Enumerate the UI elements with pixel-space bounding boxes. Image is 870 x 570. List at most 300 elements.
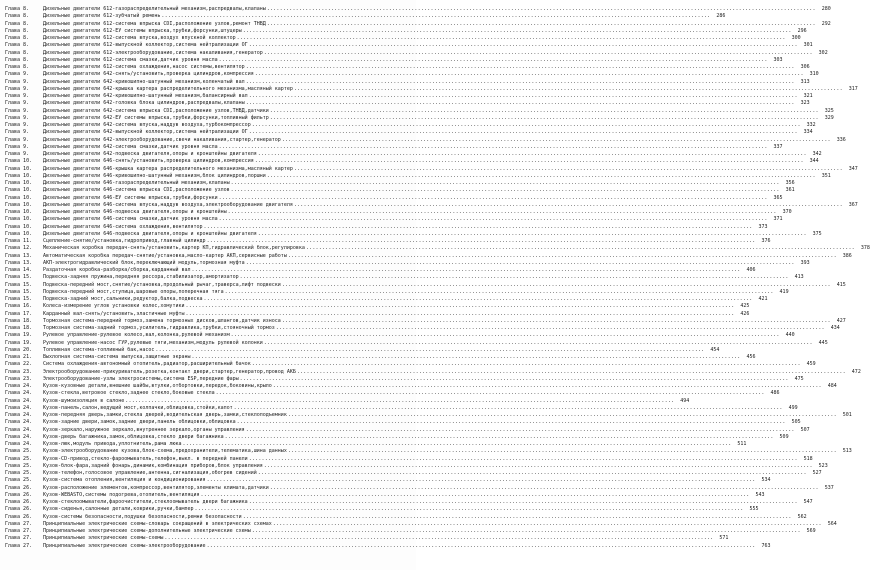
toc-entry bbox=[5, 390, 780, 397]
toc-chapter: Глава 8. bbox=[5, 49, 30, 56]
toc-title: Дизельные двигатели 642-кривошипно-шатунный механизм,коленчатый вал bbox=[43, 78, 245, 85]
toc-page-number: 286 bbox=[716, 13, 726, 20]
toc-page-number: 300 bbox=[791, 35, 801, 41]
toc-entry bbox=[5, 470, 822, 477]
toc-entry bbox=[5, 281, 846, 289]
toc-leader-dots bbox=[204, 296, 753, 303]
toc-page-number: 365 bbox=[773, 194, 783, 201]
toc-leader-dots bbox=[164, 535, 713, 542]
toc-page-number: 509 bbox=[779, 433, 789, 440]
toc-chapter: Глава 9. bbox=[5, 151, 30, 157]
toc-entry bbox=[5, 462, 828, 470]
toc-title: Дизельные двигатели 642-система впуска,наддув воздуха,турбокомпрессор bbox=[43, 122, 251, 128]
toc-page-number: 313 bbox=[800, 78, 810, 85]
toc-chapter: Глава 12. bbox=[5, 245, 33, 252]
toc-chapter: Глава 10. bbox=[5, 201, 33, 208]
toc-page-number: 329 bbox=[824, 114, 834, 121]
toc-title: Дизельные двигатели 646-подвеска двигателя,опоры и кронштейны bbox=[43, 209, 227, 215]
toc-entry bbox=[5, 13, 726, 20]
toc-entry bbox=[5, 332, 795, 339]
toc-leader-dots bbox=[288, 448, 837, 455]
toc-page-number: 425 bbox=[740, 303, 750, 310]
toc-chapter: Глава 23. bbox=[5, 368, 33, 375]
toc-leader-dots bbox=[207, 543, 756, 550]
toc-leader-dots bbox=[273, 383, 822, 390]
toc-chapter: Глава 13. bbox=[5, 252, 33, 259]
toc-chapter: Глава 18. bbox=[5, 317, 33, 324]
toc-chapter: Глава 9. bbox=[5, 107, 30, 114]
toc-chapter: Глава 13. bbox=[5, 259, 33, 266]
toc-entry bbox=[5, 27, 807, 35]
toc-leader-dots bbox=[125, 398, 674, 405]
toc-leader-dots bbox=[264, 463, 813, 470]
toc-entry bbox=[5, 455, 813, 463]
toc-title: Дизельные двигатели 612-выпускной коллектор,система нейтрализации ОГ bbox=[43, 42, 248, 49]
toc-page-number: 434 bbox=[830, 325, 840, 331]
toc-entry bbox=[5, 404, 798, 412]
toc-chapter: Глава 9. bbox=[5, 136, 30, 143]
toc-title: Дизельные двигатели 642-головка блока цилиндров,распредвалы,клапаны bbox=[43, 100, 245, 107]
toc-leader-dots bbox=[225, 289, 774, 296]
toc-leader-dots bbox=[246, 260, 795, 267]
toc-chapter: Глава 10. bbox=[5, 165, 33, 172]
toc-leader-dots bbox=[192, 267, 741, 274]
toc-entry bbox=[5, 296, 768, 303]
toc-title: АКП-электрогидравлический блок,переключающий модуль,тормозная муфта bbox=[43, 259, 245, 266]
toc-chapter: Глава 10. bbox=[5, 230, 33, 237]
toc-title: Кузов-дверь багажника,замок,облицовка,стекло двери багажника bbox=[43, 433, 224, 440]
toc-entry bbox=[5, 535, 729, 542]
toc-chapter: Глава 24. bbox=[5, 419, 33, 426]
toc-leader-dots bbox=[201, 492, 750, 499]
toc-page-number: 306 bbox=[800, 64, 810, 70]
toc-title: Кузов-шумоизоляция в салоне bbox=[43, 397, 125, 404]
toc-chapter: Глава 25. bbox=[5, 455, 33, 462]
toc-page-number: 386 bbox=[842, 252, 852, 259]
toc-page-number: 763 bbox=[761, 542, 771, 549]
toc-title: Дизельные двигатели 646-подвеска двигателя,опоры и кронштейны двигателя bbox=[43, 230, 257, 237]
toc-page-number: 569 bbox=[806, 528, 816, 534]
toc-page-number: 543 bbox=[755, 491, 765, 498]
toc-entry bbox=[5, 180, 795, 187]
toc-chapter: Глава 9. bbox=[5, 71, 30, 78]
toc-title: Дизельные двигатели 612-система впуска,воздух впускной коллектор bbox=[43, 35, 236, 41]
toc-chapter: Глава 10. bbox=[5, 172, 33, 179]
toc-entry bbox=[5, 491, 765, 499]
toc-chapter: Глава 11. bbox=[5, 238, 33, 244]
toc-chapter: Глава 16. bbox=[5, 303, 33, 310]
toc-title: Карданный вал-снять/установить,эластичные муфты bbox=[43, 310, 185, 317]
toc-entry bbox=[5, 274, 804, 281]
toc-entry bbox=[5, 78, 810, 86]
toc-title: Кузов-передняя дверь,замки,стекла дверей,водительская дверь,замки,стеклоподъемник bbox=[43, 412, 287, 418]
toc-leader-dots bbox=[252, 361, 801, 368]
toc-entry bbox=[5, 107, 834, 115]
toc-entry bbox=[5, 20, 831, 28]
toc-chapter: Глава 27. bbox=[5, 520, 33, 527]
toc-entry bbox=[5, 368, 861, 376]
toc-entry bbox=[5, 419, 801, 426]
toc-page-number: 499 bbox=[788, 404, 798, 411]
toc-entry bbox=[5, 151, 822, 158]
toc-title: Дизельные двигатели 612-система впрыска CDI,расположение узлов,ремонт ТНВД bbox=[43, 20, 266, 27]
toc-leader-dots bbox=[258, 470, 807, 477]
toc-leader-dots bbox=[231, 187, 780, 194]
toc-leader-dots bbox=[252, 528, 801, 535]
toc-page-number: 456 bbox=[746, 354, 756, 360]
toc-leader-dots bbox=[192, 354, 741, 361]
toc-chapter: Глава 8. bbox=[5, 27, 30, 34]
toc-page-number: 426 bbox=[740, 310, 750, 317]
toc-leader-dots bbox=[243, 28, 792, 35]
toc-entry bbox=[5, 325, 840, 332]
toc-page-number: 325 bbox=[824, 107, 834, 114]
toc-entry bbox=[5, 230, 822, 238]
toc-page-number: 371 bbox=[773, 216, 783, 223]
toc-leader-dots bbox=[240, 274, 789, 281]
toc-page-number: 406 bbox=[746, 267, 756, 273]
toc-chapter: Глава 17. bbox=[5, 310, 33, 317]
toc-title: Кузов-CD-привод,стекло-фароомыватель,телефон,выкл. в передней панели bbox=[43, 455, 248, 462]
toc-title: Кузов-телефон,голосовое управление,антенна,сигнализация,обогрев сидений bbox=[43, 470, 257, 476]
toc-title: Топливная система-топливный бак,насос bbox=[43, 346, 155, 353]
toc-leader-dots bbox=[249, 42, 798, 49]
toc-chapter: Глава 9. bbox=[5, 85, 30, 92]
toc-chapter: Глава 21. bbox=[5, 354, 33, 360]
toc-title: Кузов-люк,модуль привода,уплотнитель,рама люка bbox=[43, 441, 182, 447]
toc-chapter: Глава 26. bbox=[5, 506, 33, 513]
toc-title: Рулевое управление-насос ГУР,рулевые тяги,механизм,модуль рулевой колонки bbox=[43, 339, 263, 346]
toc-page-number: 507 bbox=[800, 426, 810, 433]
toc-page-number: 518 bbox=[803, 455, 813, 462]
toc-page-number: 296 bbox=[797, 27, 807, 34]
toc-title: Дизельные двигатели 642-выпускной коллектор,система нейтрализации ОГ bbox=[43, 129, 248, 136]
toc-page-number: 419 bbox=[779, 288, 789, 295]
toc-chapter: Глава 8. bbox=[5, 42, 30, 49]
toc-entry bbox=[5, 64, 810, 71]
toc-entry bbox=[5, 201, 858, 209]
toc-page-number: 547 bbox=[803, 499, 813, 505]
toc-page-number: 356 bbox=[785, 180, 795, 186]
toc-page-number: 347 bbox=[848, 165, 858, 172]
toc-page-number: 321 bbox=[803, 93, 813, 99]
toc-entry bbox=[5, 245, 870, 252]
toc-chapter: Глава 10. bbox=[5, 180, 33, 186]
toc-leader-dots bbox=[264, 340, 813, 347]
toc-chapter: Глава 8. bbox=[5, 13, 30, 20]
toc-chapter: Глава 19. bbox=[5, 339, 33, 346]
toc-title: Дизельные двигатели 646-крышка картера распределительного механизма,масляный картер bbox=[43, 165, 293, 172]
toc-leader-dots bbox=[294, 166, 843, 173]
toc-leader-dots bbox=[219, 57, 768, 64]
toc-chapter: Глава 9. bbox=[5, 122, 30, 128]
toc-title: Рулевое управление-рулевое колесо,вал,колонка,рулевой механизм bbox=[43, 332, 230, 339]
toc-entry bbox=[5, 172, 831, 180]
toc-leader-dots bbox=[288, 253, 837, 260]
toc-page-number: 280 bbox=[821, 6, 831, 12]
toc-title: Дизельные двигатели 646-система впуска,наддув воздуха,электрооборудование двигателя bbox=[43, 201, 293, 208]
toc-chapter: Глава 8. bbox=[5, 56, 30, 63]
toc-entry bbox=[5, 114, 834, 122]
toc-page-number: 302 bbox=[818, 49, 828, 56]
toc-title: Подвеска-передний мост,ступица,шаровые опоры,поперечная тяга bbox=[43, 288, 224, 295]
toc-title: Дизельные двигатели 646-снять/установить,проверка цилиндров,компрессия bbox=[43, 158, 254, 165]
toc-title: Кузов-блок-фара,задний фонарь,динамик,комбинация приборов,блок управления bbox=[43, 462, 263, 469]
toc-chapter: Глава 24. bbox=[5, 426, 33, 433]
toc-entry bbox=[5, 506, 759, 513]
toc-chapter: Глава 9. bbox=[5, 143, 30, 150]
toc-title: Дизельные двигатели 646-система охлаждения,вентилятор bbox=[43, 223, 203, 230]
toc-entry bbox=[5, 317, 846, 325]
toc-chapter: Глава 8. bbox=[5, 35, 30, 41]
toc-entry bbox=[5, 426, 810, 434]
toc-chapter: Глава 24. bbox=[5, 433, 33, 440]
toc-chapter: Глава 10. bbox=[5, 187, 33, 194]
toc-leader-dots bbox=[246, 100, 795, 107]
toc-page-number: 337 bbox=[773, 143, 783, 150]
toc-chapter: Глава 9. bbox=[5, 129, 30, 136]
toc-leader-dots bbox=[231, 180, 780, 187]
toc-chapter: Глава 24. bbox=[5, 404, 33, 411]
toc-chapter: Глава 19. bbox=[5, 332, 33, 339]
toc-title: Принципиальные электрические схемы-электрооборудование bbox=[43, 542, 206, 549]
toc-chapter: Глава 27. bbox=[5, 528, 33, 534]
toc-entry bbox=[5, 49, 828, 57]
toc-entry bbox=[5, 477, 771, 484]
toc-entry bbox=[5, 513, 807, 521]
toc-leader-dots bbox=[237, 35, 786, 42]
toc-title: Автоматическая коробка передач-снятие/установка,масло-картер АКП,сервисные работы bbox=[43, 252, 287, 259]
toc-leader-dots bbox=[297, 369, 846, 376]
toc-page-number: 454 bbox=[710, 346, 720, 353]
toc-entry bbox=[5, 303, 750, 310]
toc-page-number: 415 bbox=[836, 281, 846, 288]
toc-title: Дизельные двигатели 612-зубчатый ремень bbox=[43, 13, 161, 20]
toc-page-number: 523 bbox=[818, 462, 828, 469]
toc-page-number: 427 bbox=[836, 317, 846, 324]
toc-entry bbox=[5, 520, 837, 528]
toc-title: Кузов-панель,салон,ведущий мост,колпачки,облицовка,стойки,капот bbox=[43, 404, 233, 411]
toc-entry bbox=[5, 143, 783, 151]
toc-entry bbox=[5, 136, 846, 144]
toc-title: Кузов-стеклоомыватели,фароочистители,стеклоомыватель двери багажника bbox=[43, 499, 248, 505]
toc-entry bbox=[5, 42, 813, 49]
toc-leader-dots bbox=[231, 332, 780, 339]
toc-page-number: 494 bbox=[680, 397, 690, 404]
toc-chapter: Глава 9. bbox=[5, 78, 30, 85]
toc-chapter: Глава 10. bbox=[5, 194, 33, 201]
toc-page-number: 534 bbox=[761, 477, 771, 484]
toc-page-number: 511 bbox=[737, 441, 747, 447]
toc-entry bbox=[5, 375, 804, 383]
toc-chapter: Глава 26. bbox=[5, 513, 33, 520]
toc-leader-dots bbox=[282, 318, 831, 325]
toc-entry bbox=[5, 339, 828, 347]
toc-page-number: 370 bbox=[782, 209, 792, 215]
toc-chapter: Глава 15. bbox=[5, 296, 33, 302]
toc-entry bbox=[5, 288, 789, 296]
toc-leader-dots bbox=[294, 86, 843, 93]
toc-leader-dots bbox=[185, 311, 734, 318]
table-of-contents bbox=[5, 6, 870, 550]
toc-chapter: Глава 23. bbox=[5, 375, 33, 382]
toc-leader-dots bbox=[228, 209, 777, 216]
toc-entry bbox=[5, 484, 834, 492]
toc-entry bbox=[5, 129, 813, 136]
toc-chapter: Глава 9. bbox=[5, 100, 30, 107]
toc-title: Подвеска-задний мост,сальники,редуктор,балка,подвеска bbox=[43, 296, 203, 302]
toc-chapter: Глава 26. bbox=[5, 484, 33, 491]
toc-title: Дизельные двигатели 642-ЕУ системы впрыска,трубки,форсунки,топливный фильтр bbox=[43, 114, 269, 121]
toc-page-number: 317 bbox=[848, 85, 858, 92]
toc-title: Дизельные двигатели 642-электрооборудование,свечи накаливания,стартер,генератор bbox=[43, 136, 281, 143]
toc-leader-dots bbox=[246, 79, 795, 86]
toc-leader-dots bbox=[276, 325, 825, 332]
toc-title: Тормозная система-передний тормоз,замена тормозных дисков,шлангов,датчик износа bbox=[43, 317, 281, 324]
toc-title: Принципиальные электрические схемы-дополнительные электрические схемы bbox=[43, 528, 251, 534]
toc-chapter: Глава 24. bbox=[5, 397, 33, 404]
toc-title: Кузов-WEBASTO,системы подогрева,отопитель,вентиляция bbox=[43, 491, 200, 498]
toc-leader-dots bbox=[264, 50, 813, 57]
toc-page-number: 571 bbox=[719, 535, 729, 542]
toc-chapter: Глава 15. bbox=[5, 281, 33, 288]
toc-page-number: 562 bbox=[797, 513, 807, 520]
toc-leader-dots bbox=[249, 499, 798, 506]
toc-leader-dots bbox=[267, 6, 816, 13]
toc-title: Выхлопная система-система выпуска,защитные экраны bbox=[43, 354, 191, 360]
toc-leader-dots bbox=[219, 195, 768, 202]
toc-entry bbox=[5, 100, 810, 107]
toc-entry bbox=[5, 310, 750, 318]
toc-chapter: Глава 8. bbox=[5, 64, 30, 70]
toc-title: Принципиальные электрические схемы-словарь сокращений в электрических схемах bbox=[43, 520, 272, 527]
toc-page-number: 351 bbox=[821, 172, 831, 179]
toc-chapter: Глава 18. bbox=[5, 325, 33, 331]
toc-chapter: Глава 24. bbox=[5, 412, 33, 418]
toc-entry bbox=[5, 448, 852, 455]
toc-title: Кузов-кузовные детали,внешние шайбы,втулки,отбортовки,передок,боковины,крыло bbox=[43, 383, 272, 389]
toc-title: Тормозная система-задний тормоз,усилитель,гидравлика,трубки,стояночный тормоз bbox=[43, 325, 275, 331]
toc-title: Дизельные двигатели 612-газораспределительный механизм,распредвалы,клапаны bbox=[43, 6, 266, 12]
toc-leader-dots bbox=[155, 347, 704, 354]
toc-entry bbox=[5, 165, 858, 173]
toc-page-number: 484 bbox=[827, 383, 837, 389]
toc-page-number: 505 bbox=[791, 419, 801, 426]
toc-title: Дизельные двигатели 646-система смазки,датчик уровня масла bbox=[43, 216, 218, 223]
toc-leader-dots bbox=[270, 485, 819, 492]
toc-leader-dots bbox=[237, 419, 786, 426]
toc-title: Дизельные двигатели 646-система впрыска CDI,расположение узлов bbox=[43, 187, 230, 194]
toc-title: Дизельные двигатели 642-система впрыска CDI,расположение узлов,ТНВД,датчики bbox=[43, 107, 269, 114]
toc-page-number: 378 bbox=[860, 245, 870, 252]
toc-chapter: Глава 25. bbox=[5, 448, 33, 455]
toc-title: Механическая коробка передач-снять/установить,картер КП,гидравлический блок,регулировка bbox=[43, 245, 305, 252]
toc-entry bbox=[5, 397, 690, 405]
toc-title: Кузов-электрооборудование кузова,блок-схема,предохранители,телематика,шина данных bbox=[43, 448, 287, 455]
toc-entry bbox=[5, 56, 783, 64]
toc-leader-dots bbox=[246, 427, 795, 434]
toc-chapter: Глава 10. bbox=[5, 223, 33, 230]
toc-page-number: 513 bbox=[842, 448, 852, 455]
toc-chapter: Глава 10. bbox=[5, 216, 33, 223]
toc-chapter: Глава 22. bbox=[5, 361, 33, 368]
toc-leader-dots bbox=[255, 71, 804, 78]
toc-page-number: 323 bbox=[800, 100, 810, 107]
toc-entry bbox=[5, 223, 768, 231]
toc-chapter: Глава 26. bbox=[5, 491, 33, 498]
toc-title: Дизельные двигатели 642-система смазки,датчик уровня масла bbox=[43, 143, 218, 150]
toc-entry bbox=[5, 346, 720, 354]
toc-leader-dots bbox=[255, 158, 804, 165]
toc-page-number: 475 bbox=[794, 375, 804, 382]
toc-page-number: 440 bbox=[785, 332, 795, 339]
toc-entry bbox=[5, 209, 792, 216]
toc-leader-dots bbox=[246, 64, 795, 71]
toc-page-number: 413 bbox=[794, 274, 804, 281]
toc-leader-dots bbox=[267, 21, 816, 28]
toc-page-number: 376 bbox=[761, 238, 771, 244]
toc-leader-dots bbox=[219, 216, 768, 223]
toc-title: Электрооборудование-прикуриватель,розетка,контакт двери,стартер,генератор,провод АКБ bbox=[43, 368, 296, 375]
toc-chapter: Глава 26. bbox=[5, 499, 33, 505]
toc-title: Кузов-задние двери,замок,задние двери,панель облицовки,облицовка bbox=[43, 419, 236, 426]
toc-entry bbox=[5, 194, 783, 202]
toc-title: Принципиальные электрические схемы-схемы bbox=[43, 535, 164, 542]
toc-page-number: 527 bbox=[812, 470, 822, 476]
toc-leader-dots bbox=[204, 224, 753, 231]
toc-entry bbox=[5, 433, 789, 441]
toc-leader-dots bbox=[252, 122, 801, 129]
toc-page-number: 486 bbox=[770, 390, 780, 397]
toc-leader-dots bbox=[267, 173, 816, 180]
toc-entry bbox=[5, 216, 783, 223]
toc-entry bbox=[5, 187, 795, 194]
toc-page-number: 367 bbox=[848, 201, 858, 208]
toc-chapter: Глава 9. bbox=[5, 93, 30, 99]
toc-leader-dots bbox=[216, 390, 765, 397]
toc-title: Кузов-системы безопасности,подушки безопасности,ремни безопасности bbox=[43, 513, 242, 520]
toc-title: Дизельные двигатели 642-подвеска двигателя,опоры и кронштейны двигателя bbox=[43, 151, 257, 157]
toc-entry bbox=[5, 252, 852, 260]
toc-chapter: Глава 25. bbox=[5, 477, 33, 484]
toc-title: Дизельные двигатели 646-кривошипно-шатунный механизм,блок цилиндров,поршни bbox=[43, 172, 266, 179]
toc-leader-dots bbox=[243, 514, 792, 521]
toc-page-number: 537 bbox=[824, 484, 834, 491]
toc-title: Система охлаждения-автономный отопитель,радиатор,расширительный бачок bbox=[43, 361, 251, 368]
toc-leader-dots bbox=[195, 506, 744, 513]
toc-title: Дизельные двигатели 642-кривошипно-шатунный механизм,балансирный вал bbox=[43, 93, 248, 99]
toc-chapter: Глава 27. bbox=[5, 542, 33, 549]
toc-title: Дизельные двигатели 646-газораспределительный механизм,клапаны bbox=[43, 180, 230, 186]
toc-leader-dots bbox=[185, 303, 734, 310]
toc-page-number: 501 bbox=[842, 412, 852, 418]
toc-page-number: 301 bbox=[803, 42, 813, 49]
toc-entry bbox=[5, 122, 816, 129]
toc-page-number: 393 bbox=[800, 259, 810, 266]
toc-chapter: Глава 8. bbox=[5, 20, 30, 27]
toc-page-number: 472 bbox=[851, 368, 861, 375]
toc-leader-dots bbox=[225, 434, 774, 441]
toc-title: Кузов-стекла,ветровое стекло,заднее стекло,боковые стекла bbox=[43, 390, 215, 397]
toc-chapter: Глава 14. bbox=[5, 267, 33, 273]
toc-entry bbox=[5, 35, 801, 42]
toc-title: Дизельные двигатели 612-система охлаждения,насос системы,вентилятор bbox=[43, 64, 245, 70]
toc-leader-dots bbox=[258, 151, 807, 158]
toc-title: Подвеска-передний мост,снятие/установка,продольный рычаг,траверса,лифт подвески bbox=[43, 281, 281, 288]
toc-page-number: 342 bbox=[812, 151, 822, 157]
toc-chapter: Глава 9. bbox=[5, 114, 30, 121]
toc-page-number: 310 bbox=[809, 71, 819, 78]
